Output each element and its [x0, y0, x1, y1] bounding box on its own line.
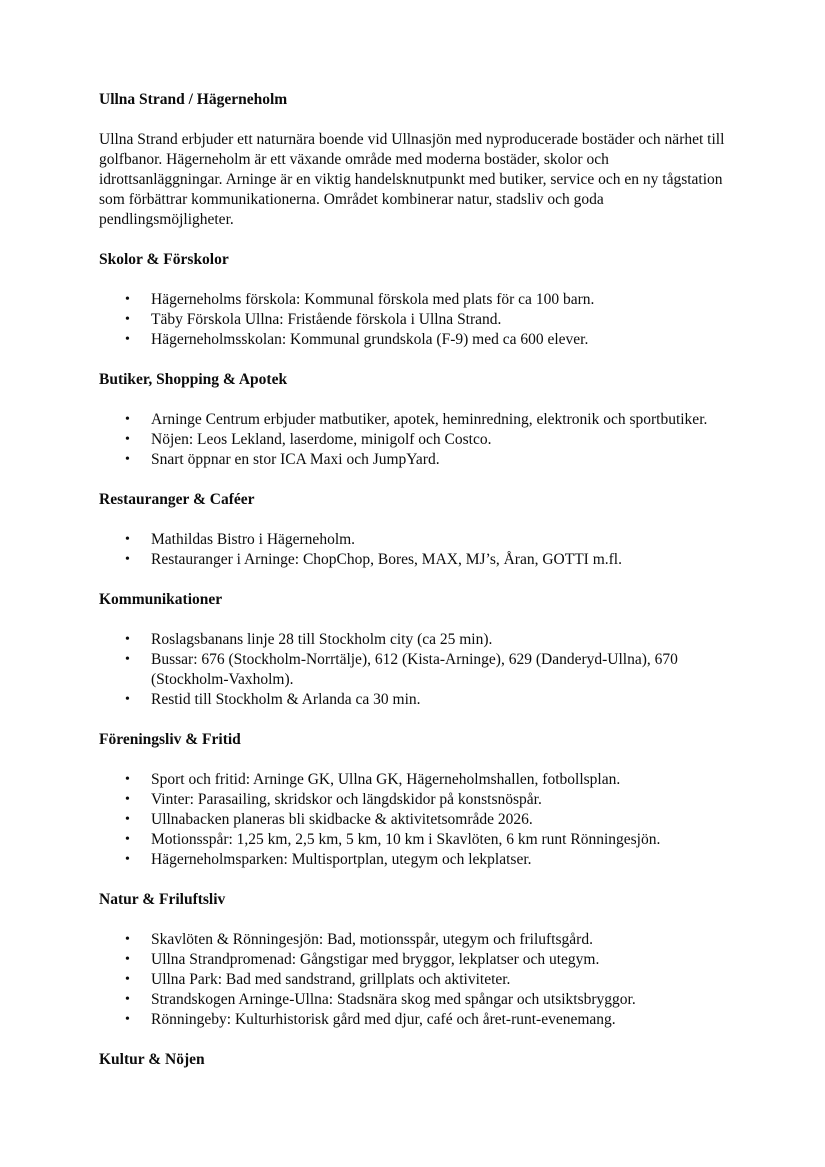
section-heading-skolor-forskolor: Skolor & Förskolor [99, 251, 229, 268]
list-item [99, 410, 726, 430]
bullet-icon: • [125, 432, 130, 447]
list-item-text: Bussar: 676 (Stockholm-Norrtälje), 612 (Kista-Arninge), 629 (Danderyd-Ullna), 670 (Stockholm-Vaxholm). [151, 651, 678, 688]
list-item [99, 650, 726, 690]
list-item [99, 970, 726, 990]
list-item [99, 330, 726, 350]
bullet-icon: • [125, 792, 130, 807]
list-item-text: Ullna Strandpromenad: Gångstigar med bryggor, lekplatser och utegym. [151, 951, 600, 968]
list-item [99, 310, 726, 330]
section-heading-restauranger-cafeer: Restauranger & Caféer [99, 491, 255, 508]
list-item [99, 930, 726, 950]
bullet-icon: • [125, 812, 130, 827]
page-title: Ullna Strand / Hägerneholm [99, 91, 288, 108]
list-item [99, 830, 726, 850]
bullet-icon: • [125, 692, 130, 707]
intro-paragraph: Ullna Strand erbjuder ett naturnära boende vid Ullnasjön med nyproducerade bostäder och närhet till golfbanor. Hägerneholm är ett växande område med moderna bostäder, skolor och idrottsanläggningar. Arninge är en viktig handelsknutpunkt med butiker, service och en ny tågstation som förbättrar kommunikationerna. Området kombinerar natur, stadsliv och goda pendlingsmöjligheter. [99, 131, 725, 228]
list-item-text: Restauranger i Arninge: ChopChop, Bores, MAX, MJ’s, Åran, GOTTI m.fl. [151, 551, 622, 568]
list-item-text: Nöjen: Leos Lekland, laserdome, minigolf och Costco. [151, 431, 492, 448]
bullet-icon: • [125, 412, 130, 427]
list-item-text: Täby Förskola Ullna: Fristående förskola i Ullna Strand. [151, 311, 502, 328]
list-item-text: Sport och fritid: Arninge GK, Ullna GK, Hägerneholmshallen, fotbollsplan. [151, 771, 621, 788]
bullet-icon: • [125, 972, 130, 987]
list-item-text: Hägerneholmsparken: Multisportplan, utegym och lekplatser. [151, 851, 532, 868]
bullet-icon: • [125, 532, 130, 547]
list-item [99, 770, 726, 790]
bullet-icon: • [125, 652, 130, 667]
list-item-text: Rönningeby: Kulturhistorisk gård med djur, café och året-runt-evenemang. [151, 1011, 616, 1028]
bullet-icon: • [125, 312, 130, 327]
bullet-icon: • [125, 932, 130, 947]
list-item [99, 530, 726, 550]
bullet-icon: • [125, 832, 130, 847]
section-heading-foreningsliv-fritid: Föreningsliv & Fritid [99, 731, 241, 748]
list-item-text: Restid till Stockholm & Arlanda ca 30 min. [151, 691, 421, 708]
bullet-icon: • [125, 772, 130, 787]
list-item-text: Hägerneholms förskola: Kommunal förskola med plats för ca 100 barn. [151, 291, 595, 308]
list-item [99, 810, 726, 830]
list-item [99, 1010, 726, 1030]
bullet-icon: • [125, 952, 130, 967]
section-list-kommunikationer [99, 630, 726, 710]
list-item-text: Strandskogen Arninge-Ullna: Stadsnära skog med spångar och utsiktsbryggor. [151, 991, 636, 1008]
list-item-text: Mathildas Bistro i Hägerneholm. [151, 531, 356, 548]
bullet-icon: • [125, 1012, 130, 1027]
list-item [99, 430, 726, 450]
list-item-text: Roslagsbanans linje 28 till Stockholm city (ca 25 min). [151, 631, 493, 648]
list-item [99, 950, 726, 970]
list-item-text: Arninge Centrum erbjuder matbutiker, apotek, heminredning, elektronik och sportbutiker. [151, 411, 708, 428]
list-item [99, 550, 726, 570]
bullet-icon: • [125, 332, 130, 347]
list-item-text: Snart öppnar en stor ICA Maxi och JumpYard. [151, 451, 440, 468]
list-item [99, 850, 726, 870]
list-item [99, 630, 726, 650]
list-item-text: Hägerneholmsskolan: Kommunal grundskola (F-9) med ca 600 elever. [151, 331, 589, 348]
list-item-text: Ullna Park: Bad med sandstrand, grillplats och aktiviteter. [151, 971, 511, 988]
section-heading-butiker-shopping-apotek: Butiker, Shopping & Apotek [99, 371, 288, 388]
bullet-icon: • [125, 632, 130, 647]
list-item-text: Skavlöten & Rönningesjön: Bad, motionsspår, utegym och friluftsgård. [151, 931, 593, 948]
section-heading-kommunikationer: Kommunikationer [99, 591, 223, 608]
list-item [99, 990, 726, 1010]
section-list-butiker-shopping-apotek [99, 410, 726, 470]
section-heading-kultur-nojen: Kultur & Nöjen [99, 1051, 205, 1068]
bullet-icon: • [125, 852, 130, 867]
bullet-icon: • [125, 292, 130, 307]
list-item [99, 450, 726, 470]
section-list-natur-friluftsliv [99, 930, 726, 1030]
list-item-text: Ullnabacken planeras bli skidbacke & aktivitetsområde 2026. [151, 811, 533, 828]
bullet-icon: • [125, 992, 130, 1007]
section-heading-natur-friluftsliv: Natur & Friluftsliv [99, 891, 226, 908]
bullet-icon: • [125, 552, 130, 567]
list-item-text: Motionsspår: 1,25 km, 2,5 km, 5 km, 10 km i Skavlöten, 6 km runt Rönningesjön. [151, 831, 661, 848]
list-item [99, 290, 726, 310]
section-list-restauranger-cafeer [99, 530, 726, 570]
section-list-skolor-forskolor [99, 290, 726, 350]
list-item [99, 790, 726, 810]
bullet-icon: • [125, 452, 130, 467]
list-item-text: Vinter: Parasailing, skridskor och längdskidor på konstsnöspår. [151, 791, 542, 808]
list-item [99, 690, 726, 710]
section-list-foreningsliv-fritid [99, 770, 726, 870]
